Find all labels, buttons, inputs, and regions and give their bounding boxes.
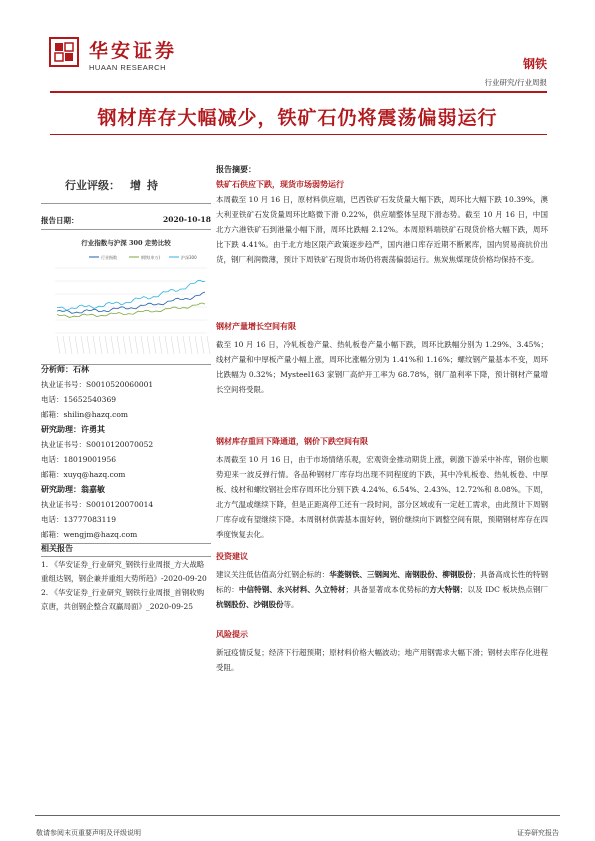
analyst-name: 石林 <box>73 364 89 374</box>
report-date <box>41 215 211 226</box>
section-body: 截至 10 月 16 日，冷轧板卷产量、热轧板卷产量小幅下跌，周环比跌幅分别为 1.29%、3.45%；线材产量和中厚板产量小幅上涨，周环比涨幅分别为 1.41%和 1.16%；螺纹钢产量基本不变，周环比跌幅为 0.32%；Mysteel163 家钢厂高炉开工率为 68.78%，钢厂盈利率下降，预计钢材产量增长空间将受限。 <box>216 340 548 394</box>
assistant2-email: 邮箱：wengjm@hazq.com <box>41 530 138 539</box>
analyst-header: 分析师： <box>41 364 73 374</box>
industry-label: 钢铁 <box>522 57 547 71</box>
section-title: 风险提示 <box>216 629 248 639</box>
stock-picks: 华菱钢铁、三钢闽光、南钢股份、柳钢股份 <box>329 570 473 579</box>
section-risk <box>216 627 548 675</box>
footer-report-type: 证券研究报告 <box>517 829 559 837</box>
related-item[interactable]: 1. 《华安证券_行业研究_钢铁行业周报_方大战略重组达钢，钢企兼并重组大势所趋》-2020-09-20 <box>41 560 207 583</box>
section-inventory <box>216 434 548 542</box>
related-header: 相关报告 <box>41 543 73 553</box>
section-title: 投资建议 <box>216 551 248 561</box>
stock-picks: 方大特钢 <box>429 585 460 594</box>
section-production <box>216 319 548 397</box>
section-investment <box>216 549 548 612</box>
title-divider <box>50 134 547 135</box>
summary-header: 报告摘要： <box>216 164 256 174</box>
analyst-email: 邮箱：shilin@hazq.com <box>41 410 128 419</box>
stock-picks: 中信特钢、永兴材料、久立特材 <box>238 585 346 594</box>
analyst-block <box>41 362 211 542</box>
text: ；具备显著成本优势标的 <box>345 585 430 594</box>
text: ；具备高成长性的特钢标的： <box>216 570 549 594</box>
assistant1-email: 邮箱：xuyq@hazq.com <box>41 470 126 479</box>
assistant2-cert: 执业证书号：S0010120070014 <box>41 500 154 509</box>
section-body: 新冠疫情反复；经济下行超预期；原材料价格大幅波动；地产用钢需求大幅下滑；钢材去库存化进程受阻。 <box>216 648 548 672</box>
section-body <box>216 567 548 612</box>
section-title: 钢材产量增长空间有限 <box>216 321 296 331</box>
stock-picks: 杭钢股份、沙钢股份 <box>216 600 284 609</box>
legend-label: 钢铁(申万) <box>141 255 161 260</box>
assistant1-phone: 电话：18019001956 <box>41 455 116 464</box>
legend-label: 沪深300 <box>181 255 197 260</box>
chart-title: 行业指数与沪深 300 走势比较 <box>81 239 171 247</box>
report-type: 行业研究/行业周报 <box>484 78 547 87</box>
section-body: 本周截至 10 月 16 日，原材料供应端，巴西铁矿石发货量大幅下跌，周环比大幅下跌 10.39%，澳大利亚铁矿石发货量周环比略微下滑 0.22%，供应端整体呈现下滑态势。截至 10 月 16 日，中国北方六港铁矿石到港量小幅下滑，周环比跌幅 2.12%。本周原料端铁矿石现货价格大幅下跌，周环比下跌 4.41%。由于北方地区限产政策逐步趋严，国内港口库存近期不断累库，国内贸易商抗价出货，钢厂利润微薄，预计下周铁矿石现货市场仍将震荡偏弱运行。焦炭焦煤现货价格均保持不变。 <box>216 195 548 264</box>
left-divider <box>41 556 211 557</box>
logo-en: HUAAN RESEARCH <box>89 63 167 72</box>
logo-cn: 华安证券 <box>89 40 178 62</box>
report-summary <box>216 162 548 267</box>
analyst-phone: 电话：15652540369 <box>41 395 116 404</box>
footer-divider <box>35 815 560 816</box>
assistant2-phone: 电话：13777083119 <box>41 515 116 524</box>
section-title: 铁矿石供应下跌，现货市场弱势运行 <box>216 179 344 189</box>
left-divider <box>41 229 211 230</box>
report-title: 钢材库存大幅减少，铁矿石仍将震荡偏弱运行 <box>97 107 498 129</box>
header-divider <box>50 91 547 93</box>
footer-disclaimer[interactable]: 敬请参阅末页重要声明及评级说明 <box>36 829 141 837</box>
index-comparison-chart <box>41 250 211 362</box>
section-body: 本周截至 10 月 16 日，由于市场情绪乐观，宏观资金推动期货上涨，刺激下游采中补库，钢价也顺势迎来一波反弹行情。各品种钢材厂库存均出现不同程度的下跌，其中冷轧板卷、热轧板卷、中厚板、线材和螺纹钢社会库存周环比分别下跌 4.24%、6.54%、2.43%、12.72%和 8.08%。下周，北方气温或继续下降，但是正距离停工还有一段时间，部分区域或有一定赶工需求，由此预计下周钢厂库存或有望继续下降。本周钢材供需基本面好转，钢价继续向下调整空间有限，预期钢材库存在四季度恢复去化。 <box>216 455 548 539</box>
text: ；以及 IDC 板块热点钢厂 <box>459 585 549 594</box>
assistant1-name: 许勇其 <box>81 424 105 434</box>
analyst-cert: 执业证书号：S0010520060001 <box>41 380 154 389</box>
assistant1-cert: 执业证书号：S0010120070052 <box>41 440 154 449</box>
rating-label: 行业评级： <box>65 179 120 192</box>
date-value: 2020-10-18 <box>163 215 211 224</box>
text: 建议关注低估值高分红钢企标的： <box>216 570 330 579</box>
related-item[interactable]: 2. 《华安证券_行业研究_钢铁行业周报_首钢收购京唐，共创钢企整合双赢局面》_2020-09-25 <box>41 588 205 611</box>
text: 等。 <box>283 600 299 609</box>
logo-icon <box>49 37 79 67</box>
rating-value: 增持 <box>130 179 164 192</box>
left-divider <box>41 203 211 204</box>
assistant1-header: 研究助理： <box>41 424 81 434</box>
related-reports <box>41 541 211 614</box>
assistant2-header: 研究助理： <box>41 484 81 494</box>
industry-rating <box>41 177 211 193</box>
legend-label: 行业指数 <box>101 255 117 260</box>
section-title: 钢材库存重回下降通道，钢价下跌空间有限 <box>216 436 368 446</box>
date-label: 报告日期： <box>41 216 79 225</box>
assistant2-name: 翁嘉敏 <box>81 484 105 494</box>
